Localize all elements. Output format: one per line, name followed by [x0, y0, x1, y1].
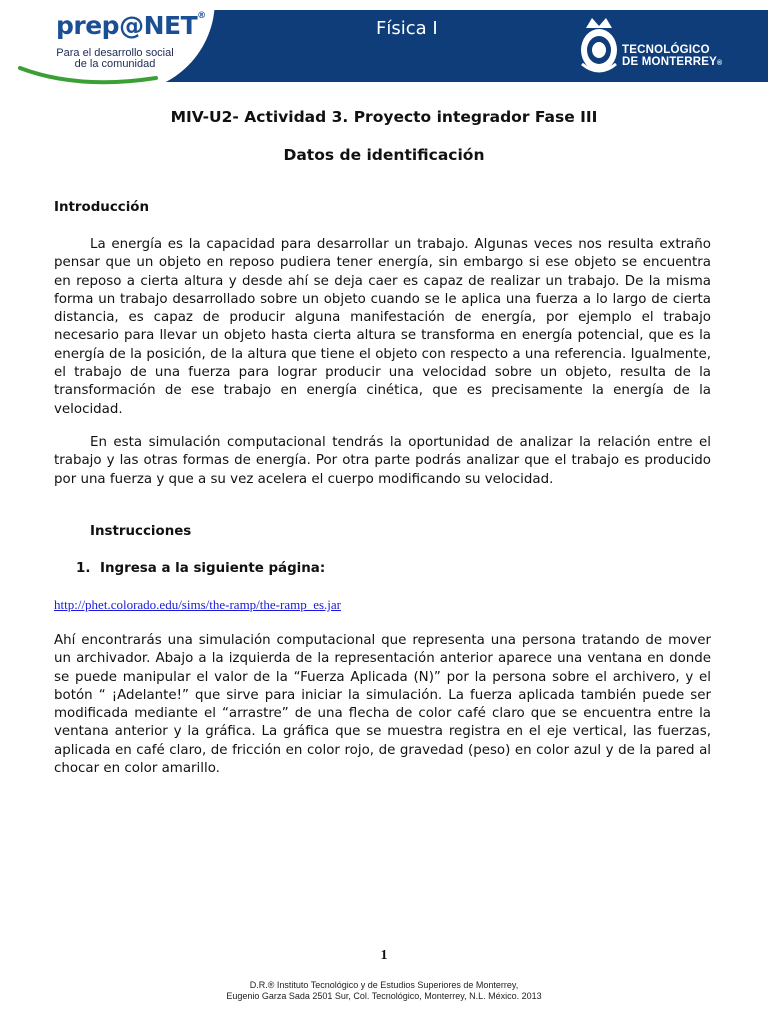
document-subtitle: Datos de identificación — [283, 146, 485, 164]
intro-paragraph-1: La energía es la capacidad para desarrollar un trabajo. Algunas veces nos resulta extraño pensar que un objeto en reposo pudiera tener energía, sin embargo si ese objeto se encuentra en reposo a cierta altura y desde ahí se deja caer es capaz de realizar un trabajo. De la misma forma un trabajo desarrollado sobre un objeto cuando se le aplica una fuerza a lo largo de cierta distancia, es capaz de producir alguna manifestación de energía, por ejemplo el trabajo necesario para llevar un objeto hasta cierta altura se transforma en energía potencial, que es la energía de la posición, de la altura que tiene el objeto con respecto a una referencia. Igualmente, el trabajo de una fuerza para lograr producir una velocidad sobre un objeto, resulta de la transformación de ese trabajo en energía cinética, que es precisamente la energía de la velocidad. — [54, 237, 711, 417]
instructions-heading: Instrucciones — [90, 524, 192, 539]
step-1-heading — [76, 561, 325, 576]
page-header — [0, 0, 768, 92]
intro-paragraph-2: En esta simulación computacional tendrás la oportunidad de analizar la relación entre el trabajo y las otras formas de energía. Por otra parte podrás analizar que el trabajo es producido por una fuerza y que a su vez acelera el cuerpo modificando su velocidad. — [54, 435, 711, 487]
prepanet-wordmark: prep@NET® — [56, 11, 206, 40]
document-title: MIV-U2- Actividad 3. Proyecto integrador Fase III — [170, 108, 598, 126]
tec-institution-name: TECNOLÓGICO DE MONTERREY® — [622, 44, 723, 68]
page-number: 1 — [380, 948, 388, 963]
step-1-text: Ingresa a la siguiente página: — [100, 561, 326, 576]
footer-line-1: D.R.® Instituto Tecnológico y de Estudios Superiores de Monterrey, — [249, 980, 519, 990]
prepanet-tagline: Para el desarrollo social de la comunidad — [56, 47, 174, 70]
tec-seal-icon — [578, 14, 620, 76]
course-title: Física I — [376, 18, 438, 39]
step-1-number: 1. — [76, 561, 91, 576]
page-footer — [0, 980, 768, 1002]
step-1-paragraph: Ahí encontrarás una simulación computacional que representa una persona tratando de mover un archivador. Abajo a la izquierda de la representación anterior aparece una ventana en donde se puede manipular el valor de la “Fuerza Aplicada (N)” por la persona sobre el archivero, y el botón “ ¡Adelante!” que sirve para iniciar la simulación. La fuerza aplicada también puede ser modificada mediante el “arrastre” de una flecha de color café claro que se encuentra entre la ventana anterior y la gráfica. La gráfica que se muestra registra en el eje vertical, las fuerzas, aplicada en café claro, de fricción en color rojo, de gravedad (peso) en color azul y de la pared al chocar en color amarillo. — [54, 633, 711, 777]
logo-swoosh-icon — [18, 64, 158, 86]
footer-line-2: Eugenio Garza Sada 2501 Sur, Col. Tecnológico, Monterrey, N.L. México. 2013 — [226, 991, 542, 1001]
intro-heading: Introducción — [54, 200, 150, 215]
phet-simulation-link[interactable]: http://phet.colorado.edu/sims/the-ramp/the-ramp_es.jar — [54, 597, 342, 612]
